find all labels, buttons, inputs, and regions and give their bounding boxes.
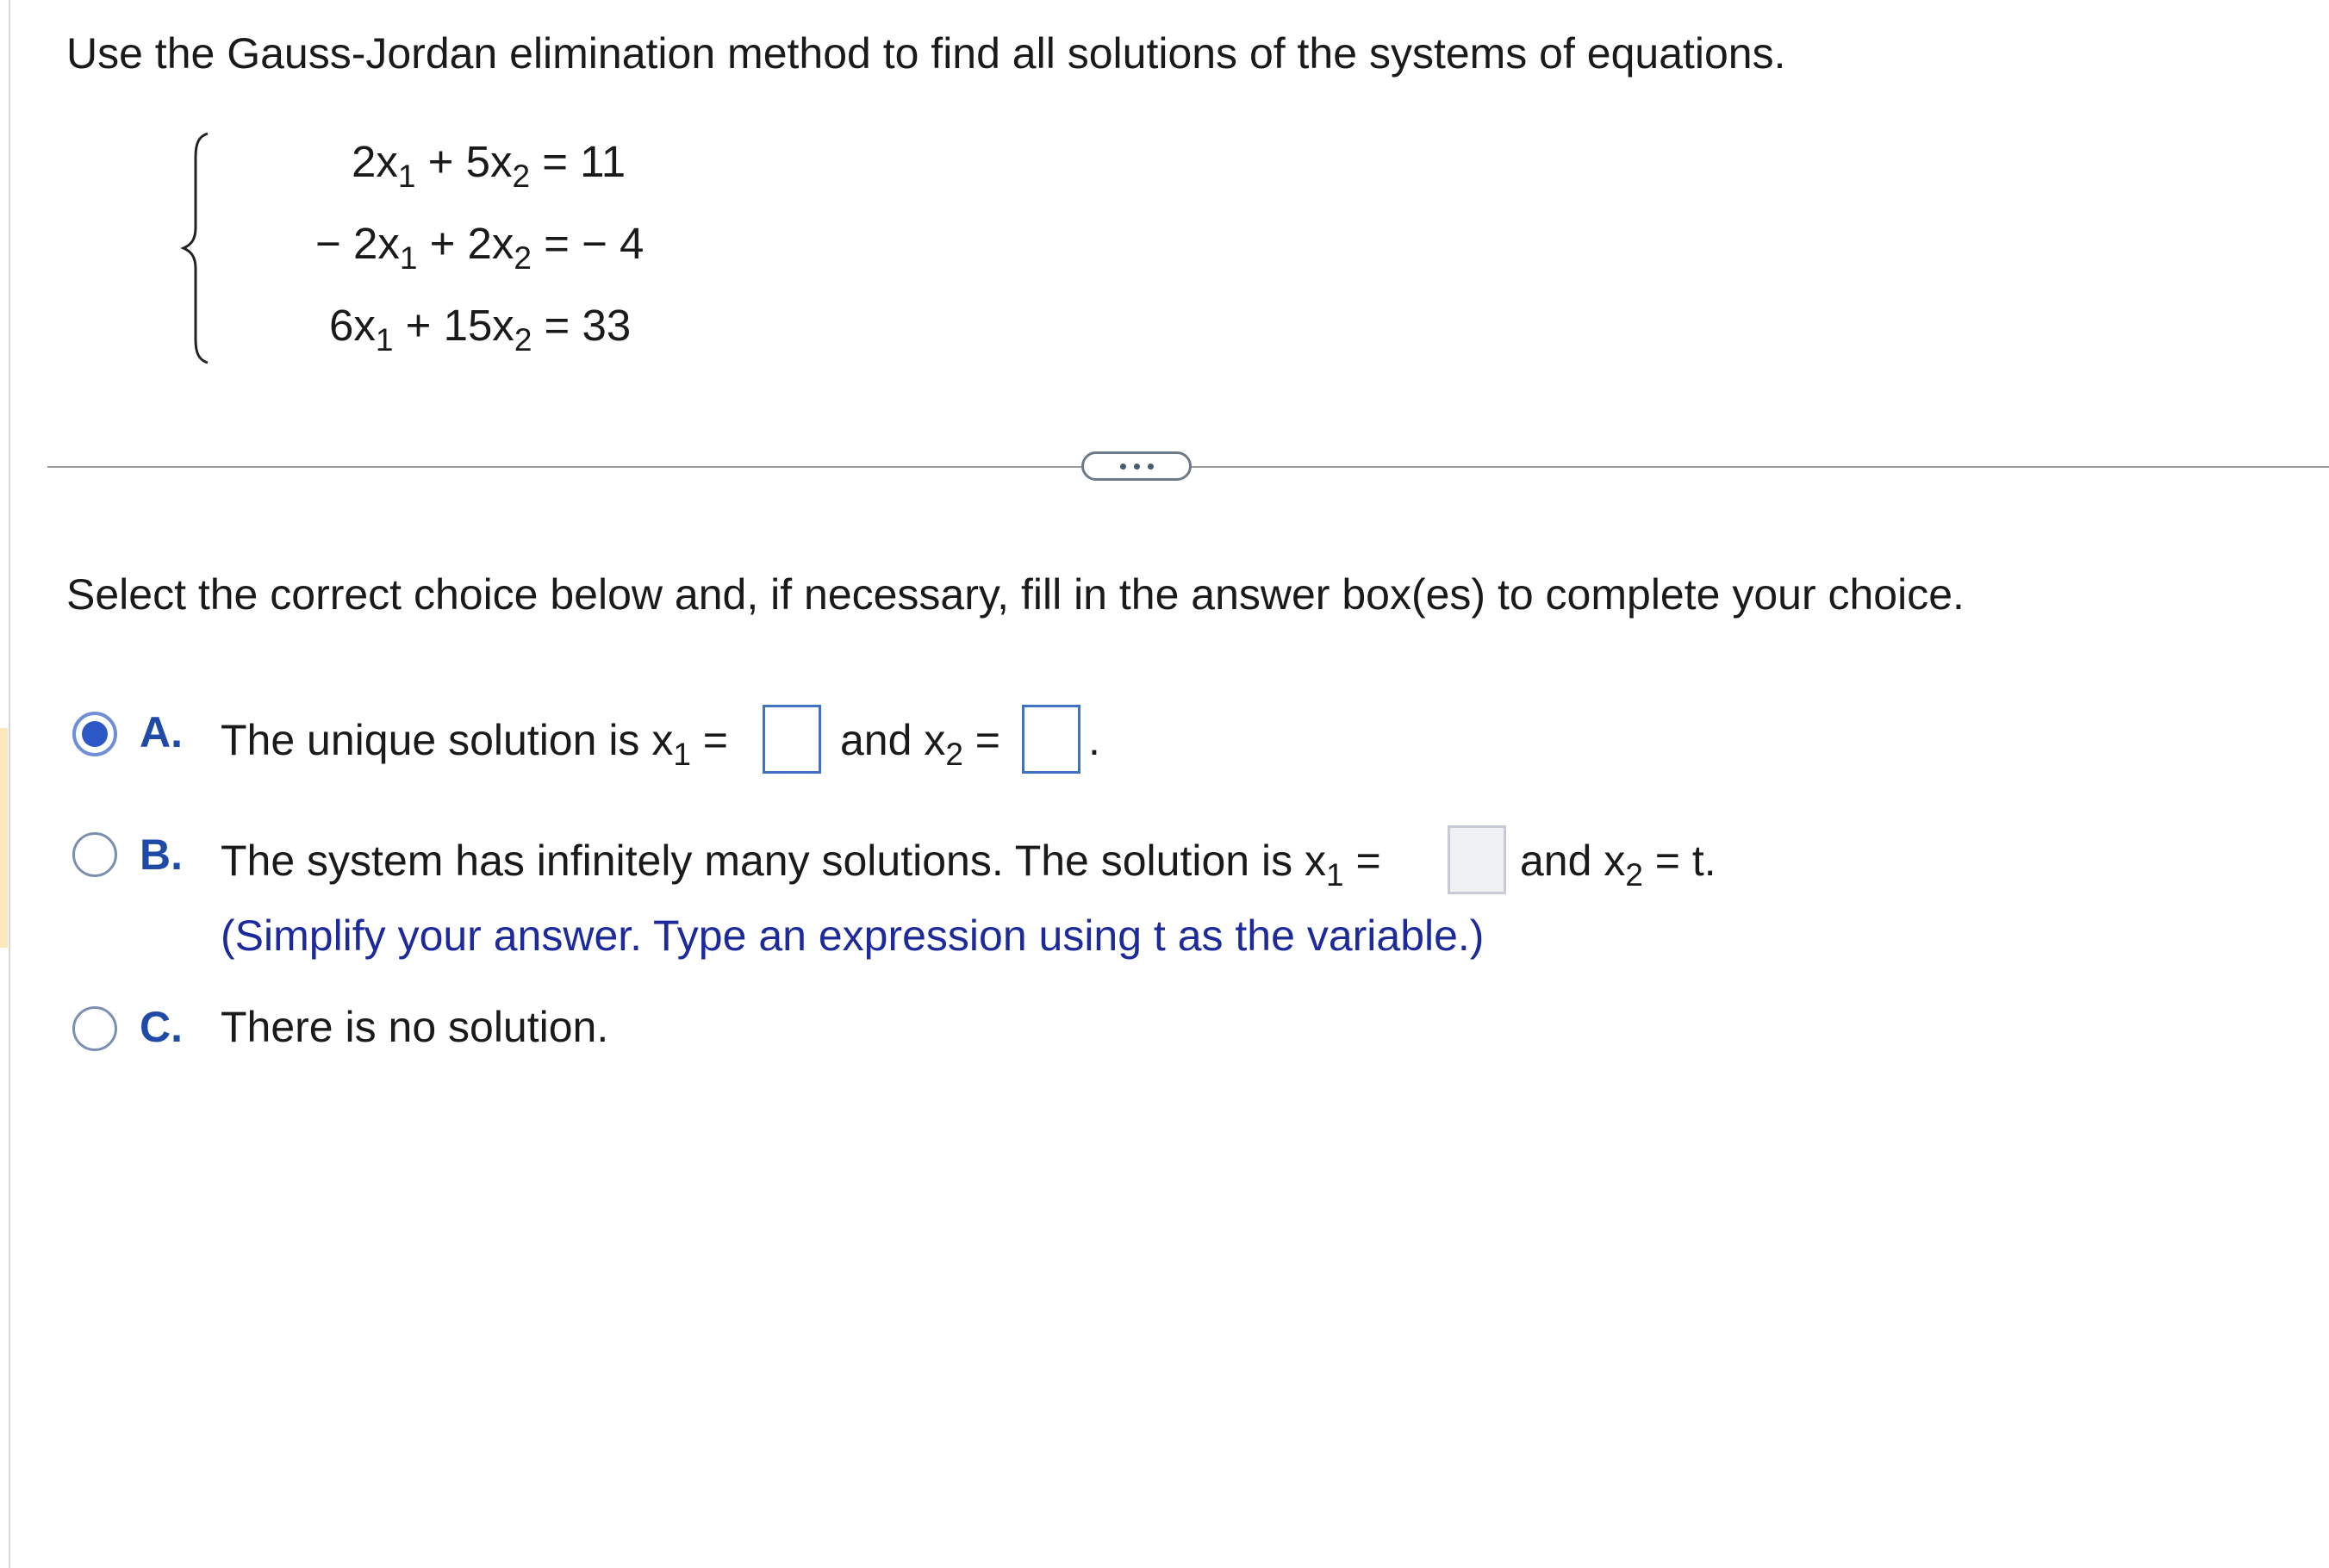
- equation-3: $6x_1 + 15x_2 = 33$: [329, 301, 632, 358]
- ellipsis-icon: [1134, 464, 1140, 470]
- choice-a-x1-input[interactable]: [763, 705, 821, 774]
- choice-c-text: There is no solution.: [221, 1003, 609, 1051]
- choice-b-hint: (Simplify your answer. Type an expression using t as the variable.): [221, 912, 1485, 960]
- expand-more-button[interactable]: [1081, 451, 1192, 481]
- choice-b-x1-input[interactable]: [1448, 825, 1506, 894]
- ellipsis-icon: [1120, 464, 1126, 470]
- choice-a-letter: A.: [140, 708, 183, 756]
- equation-1: $2x_1 + 5x_2 = 11$: [352, 137, 626, 194]
- ellipsis-icon: [1148, 464, 1154, 470]
- choice-a-x2-label: and $x_2$ =: [840, 716, 1000, 772]
- choice-a-period: .: [1088, 716, 1100, 764]
- left-border: [9, 0, 10, 1568]
- choice-a-text: The unique solution is $x_1$ =: [221, 716, 728, 772]
- question-prompt: Use the Gauss-Jordan elimination method to find all solutions of the systems of equations.: [66, 29, 1786, 78]
- choice-b-radio[interactable]: [72, 832, 117, 877]
- equation-2: − $2x_1 + 2x_2$ = − 4: [315, 219, 645, 276]
- left-brace-icon: [177, 131, 220, 365]
- instruction-text: Select the correct choice below and, if necessary, fill in the answer box(es) to complete your choice.: [66, 570, 1965, 619]
- choice-b-x2-label: and $x_2 = t$.: [1520, 837, 1716, 893]
- choice-c-radio[interactable]: [72, 1006, 117, 1051]
- choice-a-x2-input[interactable]: [1022, 705, 1080, 774]
- choice-a-radio[interactable]: [72, 712, 117, 756]
- choice-b-text: The system has infinitely many solutions. The solution is $x_1$ =: [221, 837, 1381, 893]
- active-question-marker: [0, 728, 8, 948]
- choice-c-letter: C.: [140, 1003, 183, 1051]
- choice-b-letter: B.: [140, 831, 183, 879]
